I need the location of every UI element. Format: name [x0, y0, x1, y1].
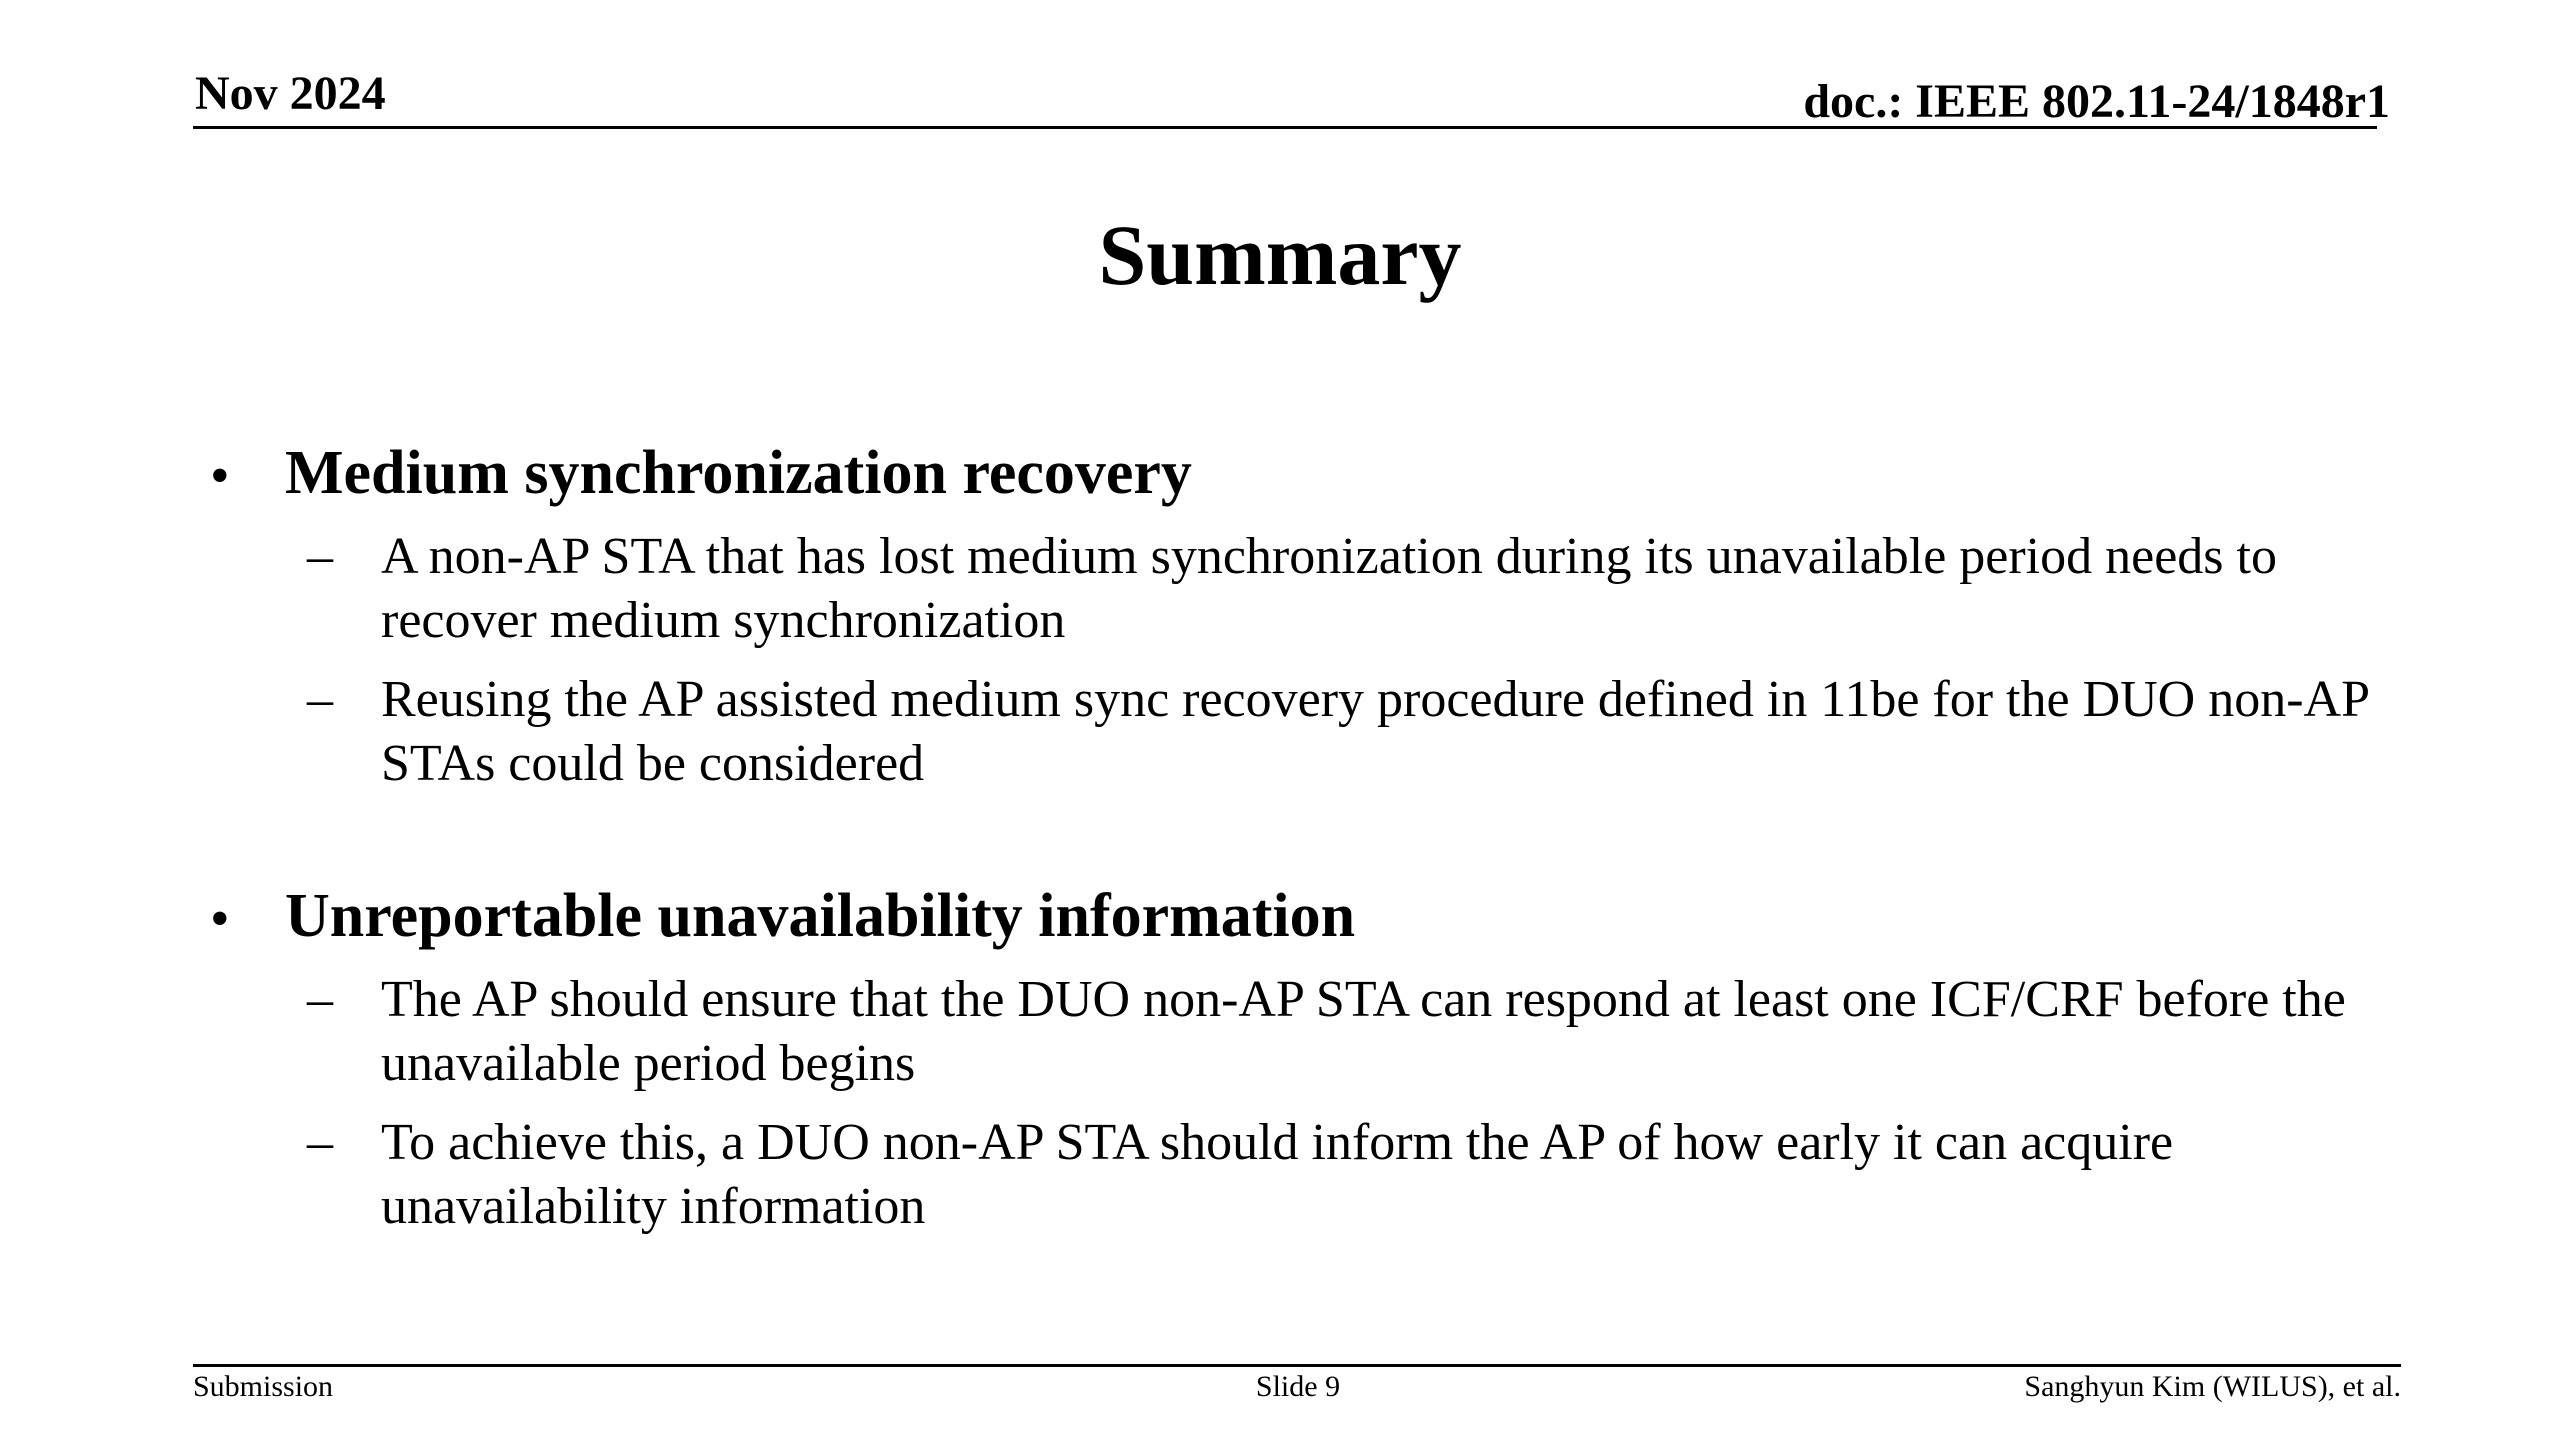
sub-bullet-text: Reusing the AP assisted medium sync recovery procedure defined in 11be for the DUO non-AP STAs could be considered [381, 671, 2369, 792]
dash-icon: – [307, 1114, 333, 1171]
header-divider [193, 126, 2377, 129]
dash-icon: – [307, 671, 333, 728]
sub-bullet-text: A non-AP STA that has lost medium synchronization during its unavailable period needs to recover medium synchronization [381, 528, 2277, 649]
header-date: Nov 2024 [195, 67, 386, 120]
bullet-dot-icon: • [210, 445, 230, 507]
footer-divider [193, 1364, 2401, 1367]
footer-slide-number: Slide 9 [1255, 1370, 1341, 1403]
bullet-heading: Medium synchronization recovery [285, 439, 1192, 507]
slide-title: Summary [1098, 207, 1462, 303]
bullet-heading: Unreportable unavailability information [285, 882, 1356, 950]
header-doc-id: doc.: IEEE 802.11-24/1848r1 [1803, 75, 2390, 128]
dash-icon: – [307, 528, 333, 585]
sub-bullet-text: The AP should ensure that the DUO non-AP STA can respond at least one ICF/CRF before the unavailable period begins [381, 971, 2346, 1092]
dash-icon: – [307, 971, 333, 1028]
footer-submission: Submission [193, 1370, 334, 1403]
bullet-dot-icon: • [210, 888, 230, 950]
sub-bullet-text: To achieve this, a DUO non-AP STA should inform the AP of how early it can acquire unavailability information [381, 1114, 2174, 1235]
footer-author: Sanghyun Kim (WILUS), et al. [2024, 1370, 2401, 1403]
